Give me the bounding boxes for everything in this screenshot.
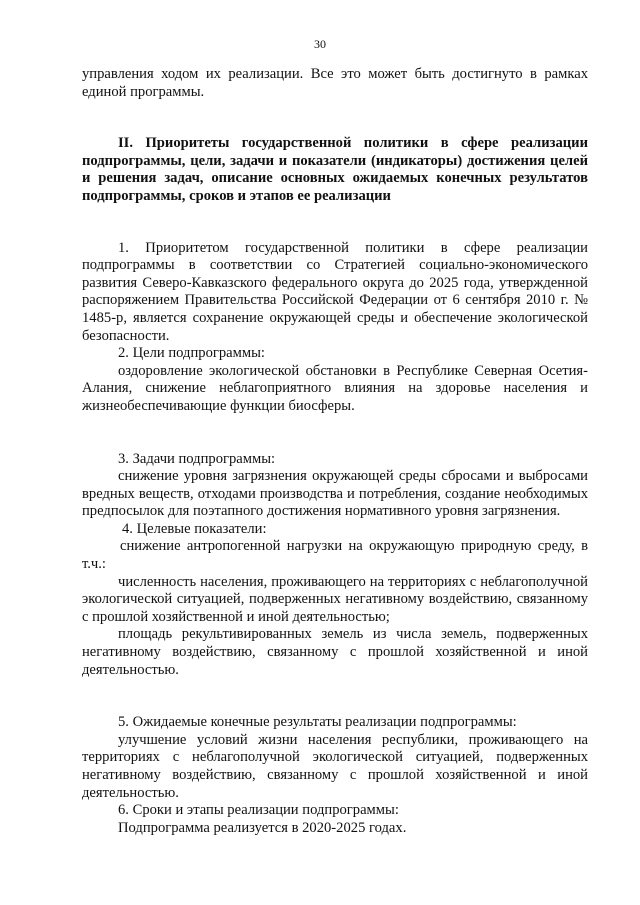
tasks-heading: 3. Задачи подпрограммы:	[118, 450, 276, 467]
results-text: улучшение условий жизни населения республики, проживающего на территориях с неблагополучной экологической ситуацией, подверженных негативному воздействию, связанному с прошлой хозяйственной и иной деятельностью.	[82, 731, 588, 801]
indicators-text-2: численность населения, проживающего на территориях с неблагополучной экологической ситуацией, подверженных негативному воздействию, связанному с прошлой хозяйственной и иной деятельностью;	[82, 573, 588, 625]
document-body	[82, 66, 588, 837]
goals-heading: 2. Цели подпрограммы:	[118, 345, 265, 362]
timeline-heading: 6. Сроки и этапы реализации подпрограммы:	[118, 802, 399, 819]
intro-paragraph: управления ходом их реализации. Все это может быть достигнуто в рамках единой программы.	[82, 66, 588, 100]
indicators-text-3: площадь рекультивированных земель из числа земель, подверженных негативному воздействию, связанному с прошлой хозяйственной и иной деятельностью.	[82, 626, 588, 678]
priority-paragraph: 1. Приоритетом государственной политики в сфере реализации подпрограммы в соответствии со Стратегией социально-экономического развития Северо-Кавказского федерального округа до 2025 года, утвержденной распоряжением Правительства Российской Федерации от 6 сентября 2010 г. № 1485-р, является сохранение окружающей среды и обеспечение экологической безопасности.	[82, 239, 588, 344]
tasks-text: снижение уровня загрязнения окружающей среды сбросами и выбросами вредных веществ, отходами производства и потребления, создание необходимых предпосылок для поэтапного достижения нормативного уровня загрязнения.	[82, 468, 588, 520]
indicators-heading: 4. Целевые показатели:	[122, 520, 267, 537]
page-number: 30	[314, 37, 326, 51]
results-heading: 5. Ожидаемые конечные результаты реализации подпрограммы:	[118, 714, 517, 731]
goals-text: оздоровление экологической обстановки в Республике Северная Осетия-Алания, снижение неблагоприятного влияния на здоровье населения и жизнеобеспечивающие функции биосферы.	[82, 362, 588, 414]
timeline-text: Подпрограмма реализуется в 2020-2025 годах.	[118, 819, 407, 836]
indicators-text-1: снижение антропогенной нагрузки на окружающую природную среду, в т.ч.:	[82, 538, 588, 573]
section-heading: II. Приоритеты государственной политики в сфере реализации подпрограммы, цели, задачи и показатели (индикаторы) достижения целей и решения задач, описание основных ожидаемых конечных результатов подпрограммы, сроков и этапов ее реализации	[82, 135, 588, 204]
